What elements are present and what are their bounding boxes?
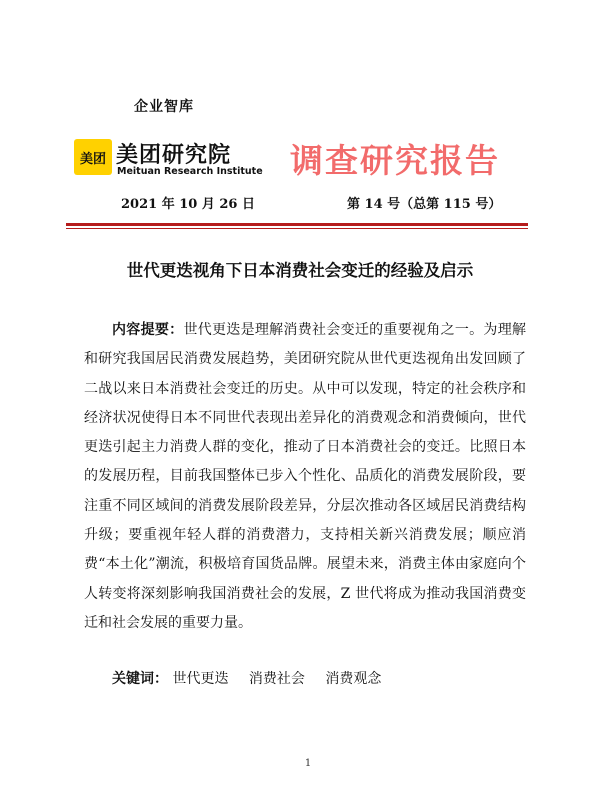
meituan-logo-icon [74,139,112,175]
abstract-label: 内容提要： [112,322,184,338]
keywords-line [112,668,397,688]
report-date: 2021 年 10 月 26 日 [121,197,255,212]
header-rule-thick [66,223,528,226]
logo-mark-text: 美团 [79,151,106,167]
report-issue: 第 14 号（总第 115 号） [347,197,502,212]
keywords-label: 关键词： [112,671,168,687]
report-type-title: 调查研究报告 [290,141,500,180]
keyword-item: 消费社会 [248,671,305,687]
think-tank-label: 企业智库 [134,99,194,115]
keyword-item: 消费观念 [325,671,382,687]
abstract-paragraph [84,316,526,638]
keyword-item: 世代更迭 [172,671,229,687]
page-number: 1 [304,758,312,769]
document-title: 世代更迭视角下日本消费社会变迁的经验及启示 [126,261,474,280]
header-rule-thin [66,228,528,229]
abstract-text: 世代更迭是理解消费社会变迁的重要视角之一。为理解和研究我国居民消费发展趋势，美团研究院从世代更迭视角出发回顾了二战以来日本消费社会变迁的历史。从中可以发现，特定的社会秩序和经济状况使得日本不同世代表现出差异化的消费观念和消费倾向，世代更迭引起主力消费人群的变化，推动了日本消费社会的变迁。比照日本的发展历程，目前我国整体已步入个性化、品质化的消费发展阶段，要注重不同区域间的消费发展阶段差异，分层次推动各区域居民消费结构升级；要重视年轻人群的消费潜力，支持相关新兴消费发展；顺应消费“本土化”潮流，积极培育国货品牌。展望未来，消费主体由家庭向个人转变将深刻影响我国消费社会的发展，Z 世代将成为推动我国消费变迁和社会发展的重要力量。 [84,322,527,631]
logo-name-en: Meituan Research Institute [117,166,263,177]
logo-name-cn: 美团研究院 [116,143,232,168]
